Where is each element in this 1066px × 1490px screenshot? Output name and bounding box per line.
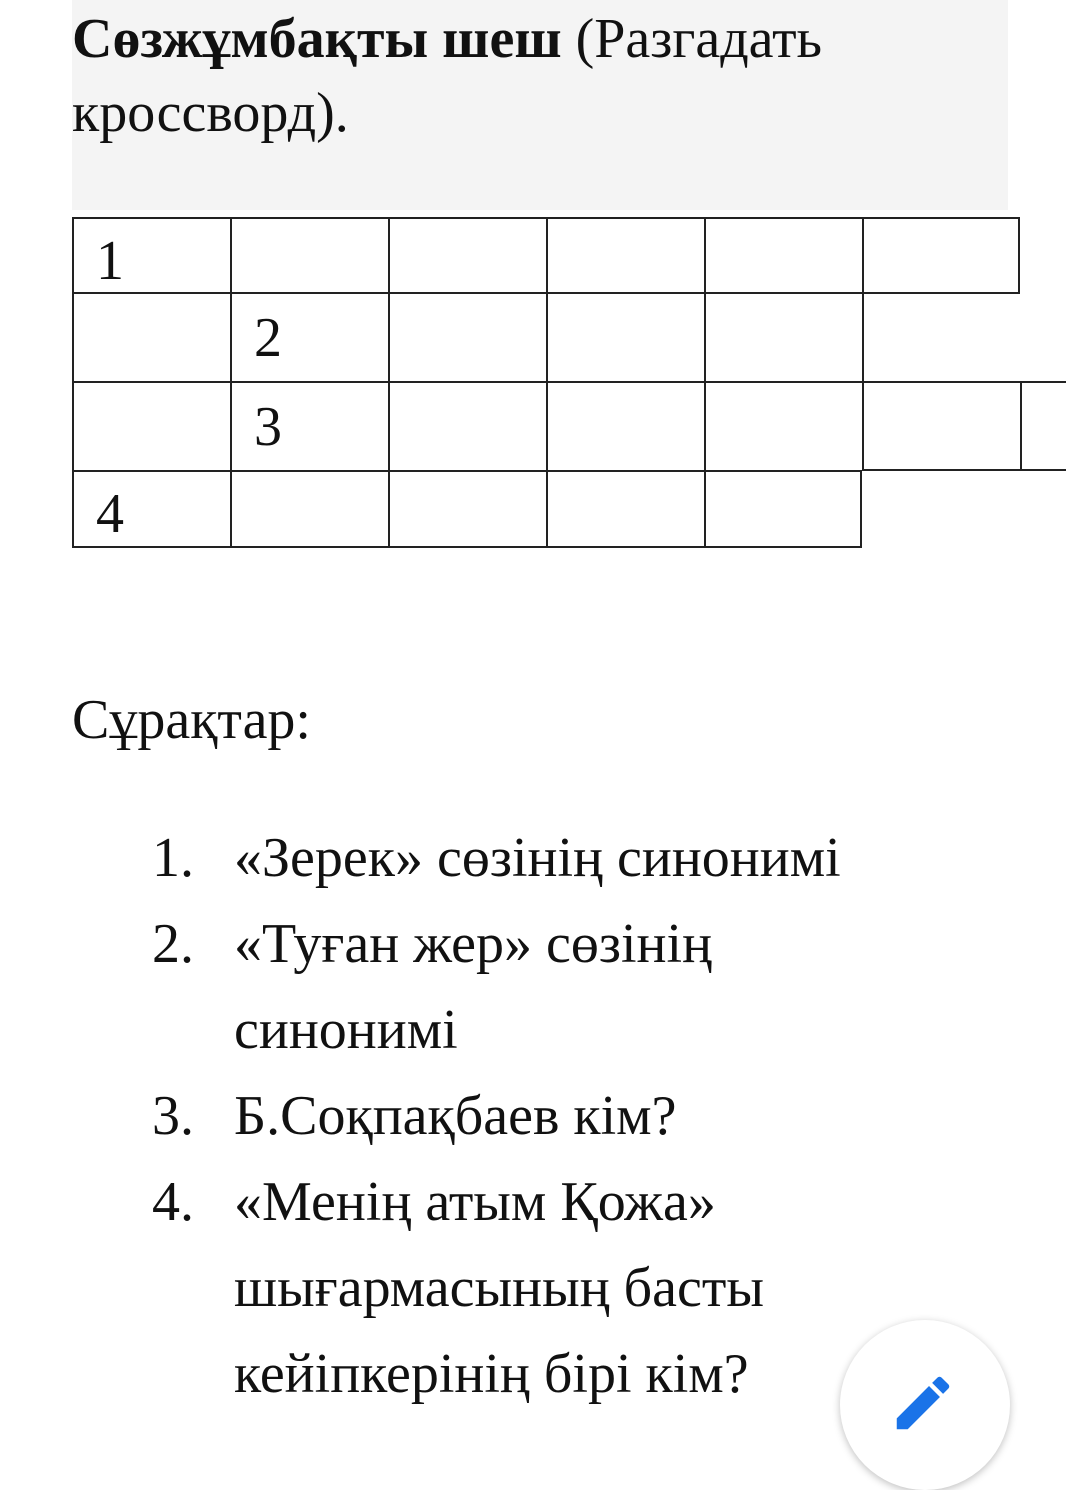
question-text: Б.Соқпақбаев кім? [234,1085,677,1147]
question-number: 1. [152,827,194,889]
crossword-cell[interactable] [72,381,230,471]
crossword-cell[interactable] [704,217,862,293]
crossword-cell[interactable] [704,470,862,548]
crossword-cell[interactable] [546,470,704,548]
grid-edge-line [862,469,1066,471]
crossword-cell[interactable] [546,381,704,471]
question-text: «Туған жер» сөзінің синонимі [234,913,713,1061]
question-text: «Зерек» сөзінің синонимі [234,827,841,889]
crossword-cell[interactable] [72,217,230,293]
question-number: 4. [152,1171,194,1233]
question-text: «Менің атым Қожа» шығармасының басты кейіпкерінің бірі кім? [234,1171,764,1405]
crossword-cell[interactable] [546,217,704,293]
crossword-cell[interactable] [230,217,388,293]
crossword-cell[interactable] [388,217,546,293]
question-number: 2. [152,913,194,975]
question-number: 3. [152,1085,194,1147]
questions-list [152,815,972,1417]
list-item [152,815,972,901]
crossword-cell[interactable] [704,381,862,471]
list-item [152,901,972,1073]
title-rest: (Разгадать кроссворд). [72,8,823,144]
crossword-row-2 [72,292,1020,382]
clue-number: 2 [254,307,282,369]
pencil-icon [888,1368,958,1438]
crossword-cell[interactable] [230,292,388,382]
crossword-cell[interactable] [72,292,230,382]
crossword-cell[interactable] [862,292,1020,382]
crossword-cell[interactable] [862,381,1020,471]
crossword-cell[interactable] [388,381,546,471]
clue-number: 3 [254,396,282,458]
crossword-cell[interactable] [230,381,388,471]
crossword-row-1 [72,217,1020,293]
crossword-row-3 [72,381,1066,471]
questions-heading: Сұрақтар: [72,689,311,751]
page-title [72,2,972,150]
crossword-cell[interactable] [862,217,1020,293]
crossword-cell[interactable] [704,292,862,382]
crossword-cell[interactable] [72,470,230,548]
crossword-cell[interactable] [388,292,546,382]
crossword-cell[interactable] [388,470,546,548]
list-item [152,1073,972,1159]
clue-number: 4 [96,483,124,545]
title-bold: Сөзжұмбақты шеш [72,8,562,70]
clue-number: 1 [96,230,124,292]
crossword-row-4 [72,470,862,548]
crossword-cell[interactable] [230,470,388,548]
edit-button[interactable] [840,1320,1010,1490]
crossword-cell[interactable] [1020,381,1066,471]
crossword-cell[interactable] [546,292,704,382]
